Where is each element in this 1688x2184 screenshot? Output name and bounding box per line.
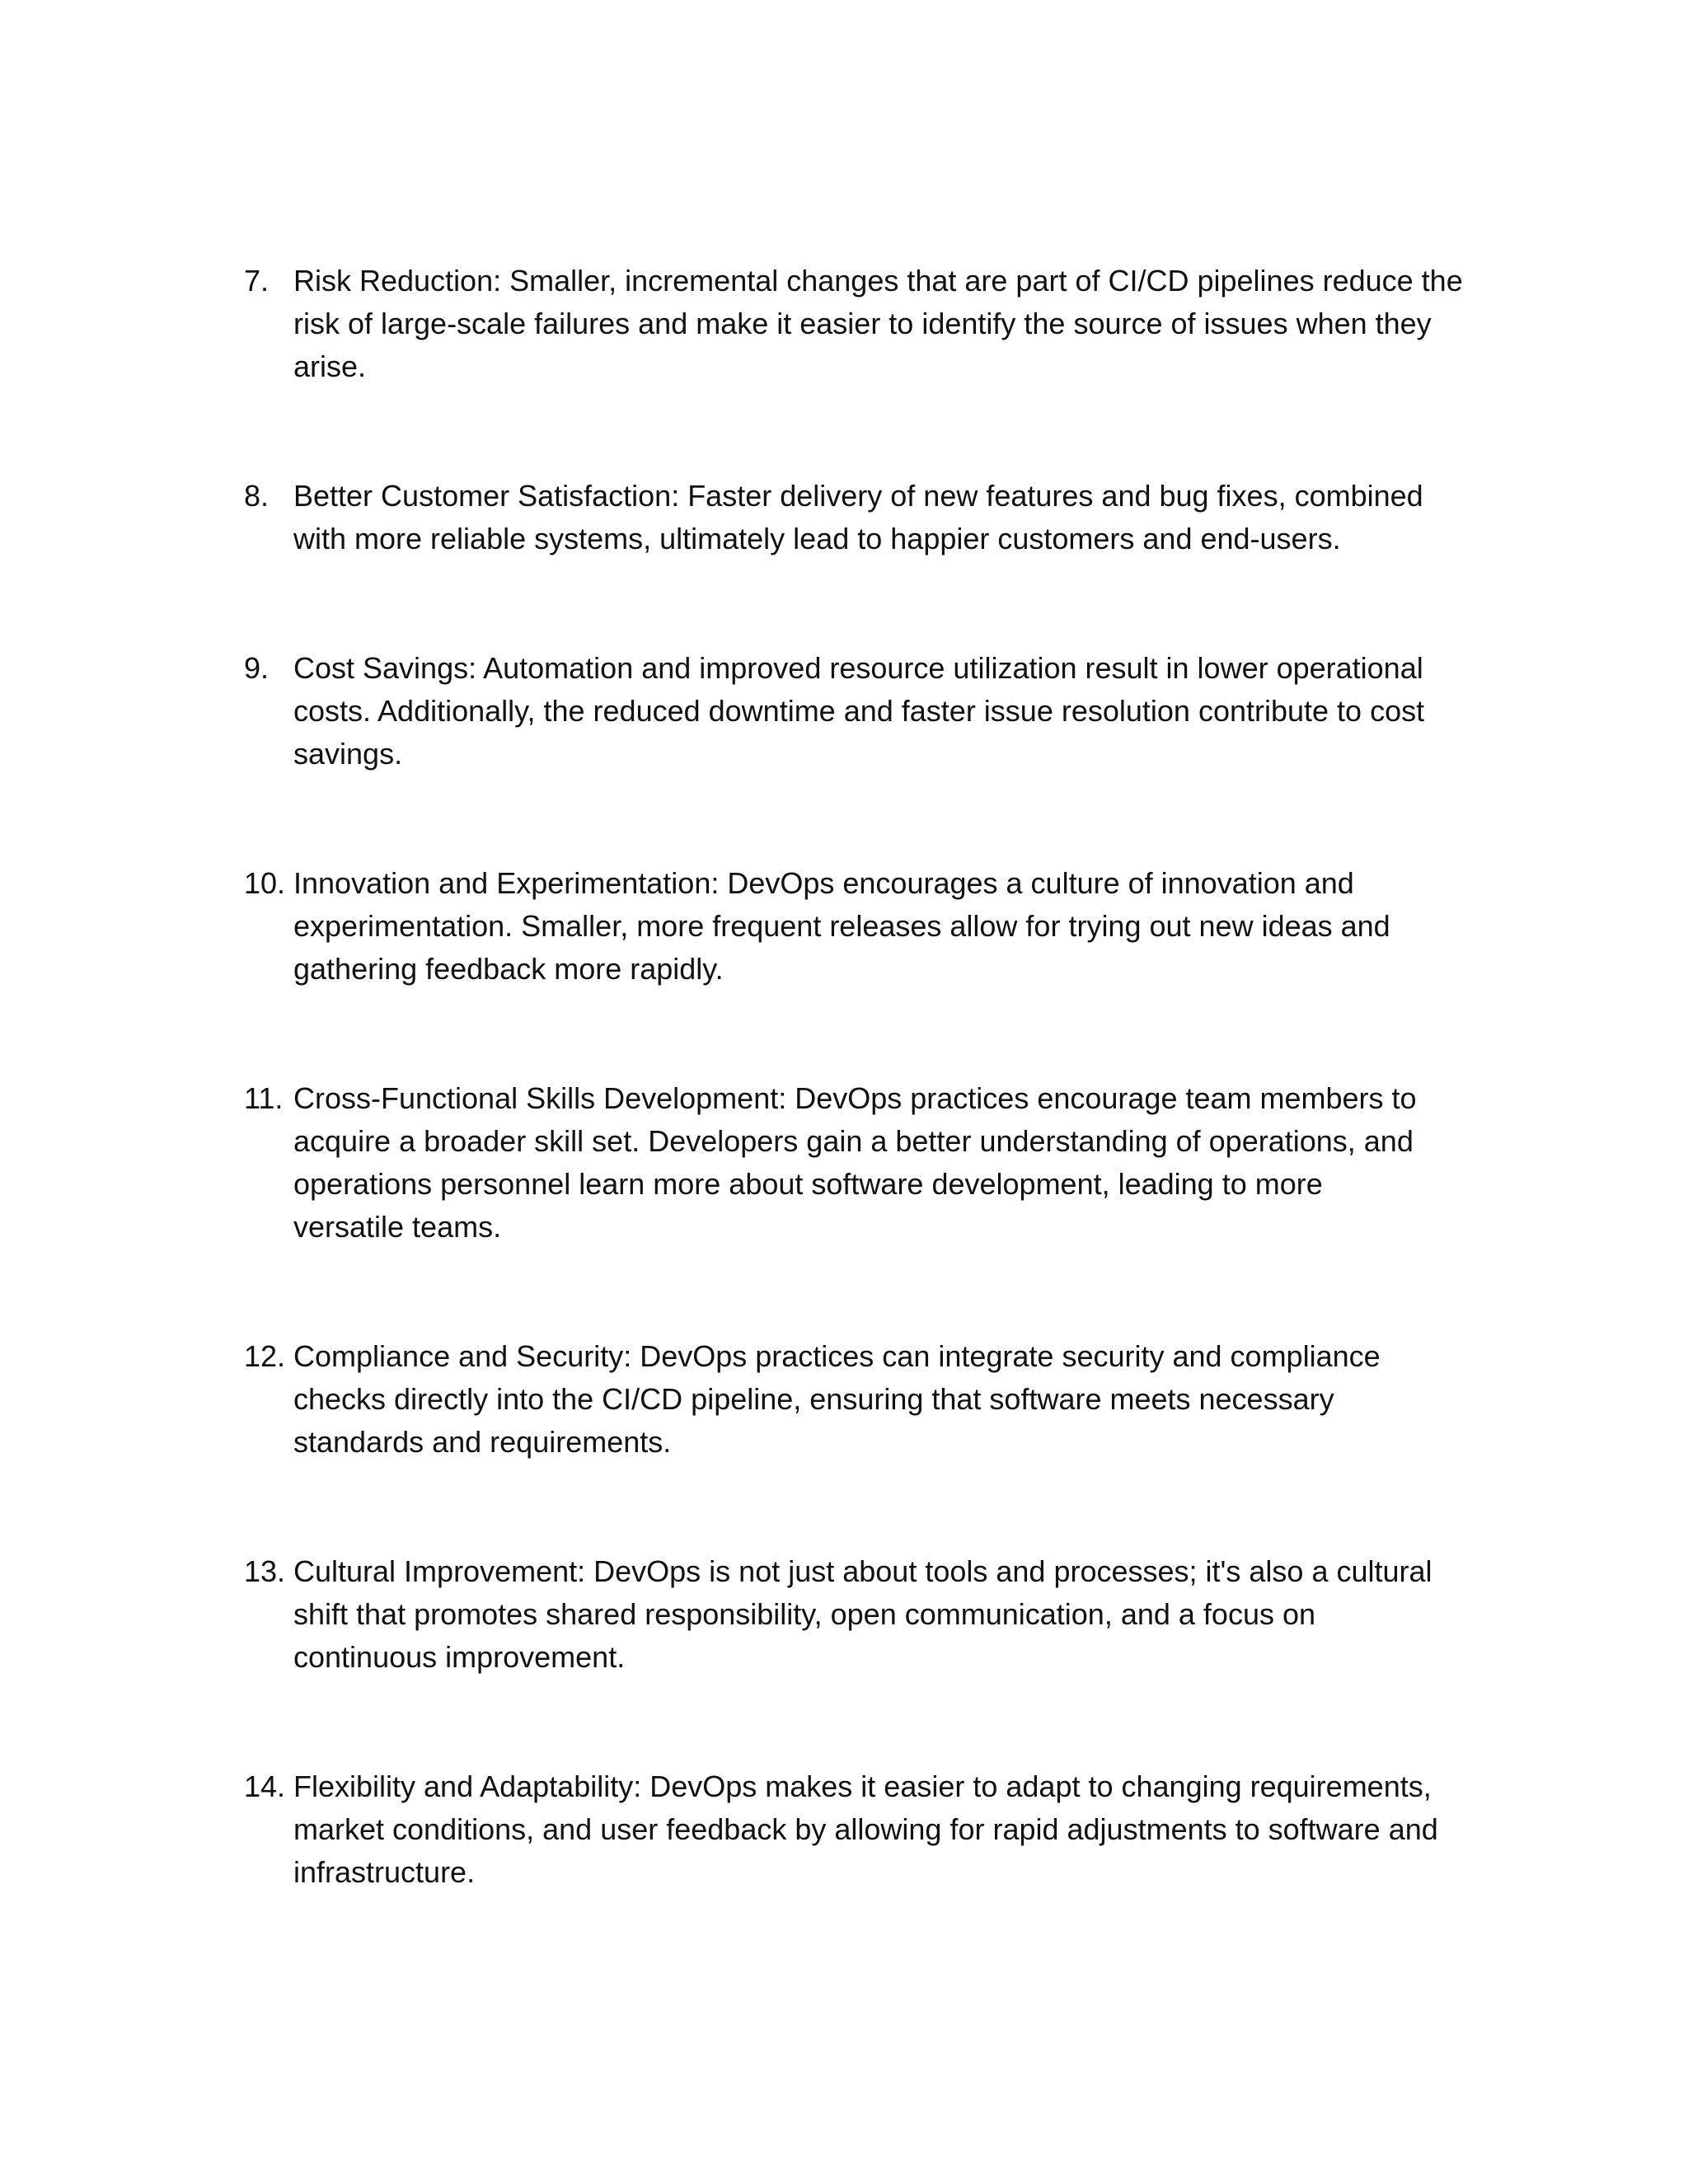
list-item-number: 14. — [244, 1769, 286, 1803]
list-item-line: checks directly into the CI/CD pipeline, ensuring that software meets necessary — [293, 1382, 1334, 1416]
list-item-line: risk of large-scale failures and make it easier to identify the source of issues when they — [293, 307, 1432, 340]
list-item-line: infrastructure. — [293, 1855, 476, 1889]
list-item-line: Compliance and Security: DevOps practices can integrate security and compliance — [293, 1339, 1381, 1373]
list-item-line: acquire a broader skill set. Developers gain a better understanding of operations, and — [293, 1124, 1414, 1158]
list-item-line: Innovation and Experimentation: DevOps encourages a culture of innovation and — [293, 866, 1354, 900]
list-item-line: Flexibility and Adaptability: DevOps makes it easier to adapt to changing requirements, — [293, 1769, 1432, 1803]
list-item-text — [293, 260, 1497, 388]
list-item-number: 11. — [244, 1081, 284, 1115]
list-item-number: 9. — [244, 651, 270, 685]
list-item-line: arise. — [293, 349, 367, 383]
list-item-number: 7. — [244, 264, 270, 298]
list-item-line: Cost Savings: Automation and improved resource utilization result in lower operational — [293, 651, 1423, 685]
list-item-line: Cross-Functional Skills Development: DevOps practices encourage team members to — [293, 1081, 1417, 1115]
list-item-line: Risk Reduction: Smaller, incremental changes that are part of CI/CD pipelines reduce the — [293, 264, 1463, 298]
list-item-text — [293, 1765, 1497, 1894]
list-item-line: shift that promotes shared responsibility, open communication, and a focus on — [293, 1597, 1316, 1631]
list-item-line: standards and requirements. — [293, 1425, 672, 1459]
list-item-line: Cultural Improvement: DevOps is not just about tools and processes; it's also a cultural — [293, 1554, 1432, 1588]
list-item-line: savings. — [293, 737, 403, 771]
list-item-number: 13. — [244, 1554, 286, 1588]
list-item-text — [293, 475, 1497, 560]
list-item-line: operations personnel learn more about software development, leading to more — [293, 1167, 1323, 1201]
list-item-text — [293, 647, 1497, 776]
list-item-line: versatile teams. — [293, 1210, 502, 1244]
list-item-line: Better Customer Satisfaction: Faster delivery of new features and bug fixes, combined — [293, 479, 1423, 513]
list-item-line: costs. Additionally, the reduced downtime and faster issue resolution contribute to cost — [293, 694, 1425, 728]
list-item-line: continuous improvement. — [293, 1640, 626, 1674]
list-item-text — [293, 1077, 1497, 1249]
list-item-line: with more reliable systems, ultimately lead to happier customers and end-users. — [293, 522, 1341, 555]
list-item-text — [293, 862, 1497, 991]
list-item-number: 12. — [244, 1339, 286, 1373]
list-item-number: 8. — [244, 479, 270, 513]
list-item-line: market conditions, and user feedback by allowing for rapid adjustments to software and — [293, 1812, 1438, 1846]
list-item-line: gathering feedback more rapidly. — [293, 952, 724, 986]
list-item-text — [293, 1550, 1497, 1679]
list-item-line: experimentation. Smaller, more frequent releases allow for trying out new ideas and — [293, 909, 1390, 943]
list-item-text — [293, 1335, 1497, 1464]
list-item-number: 10. — [244, 866, 286, 900]
